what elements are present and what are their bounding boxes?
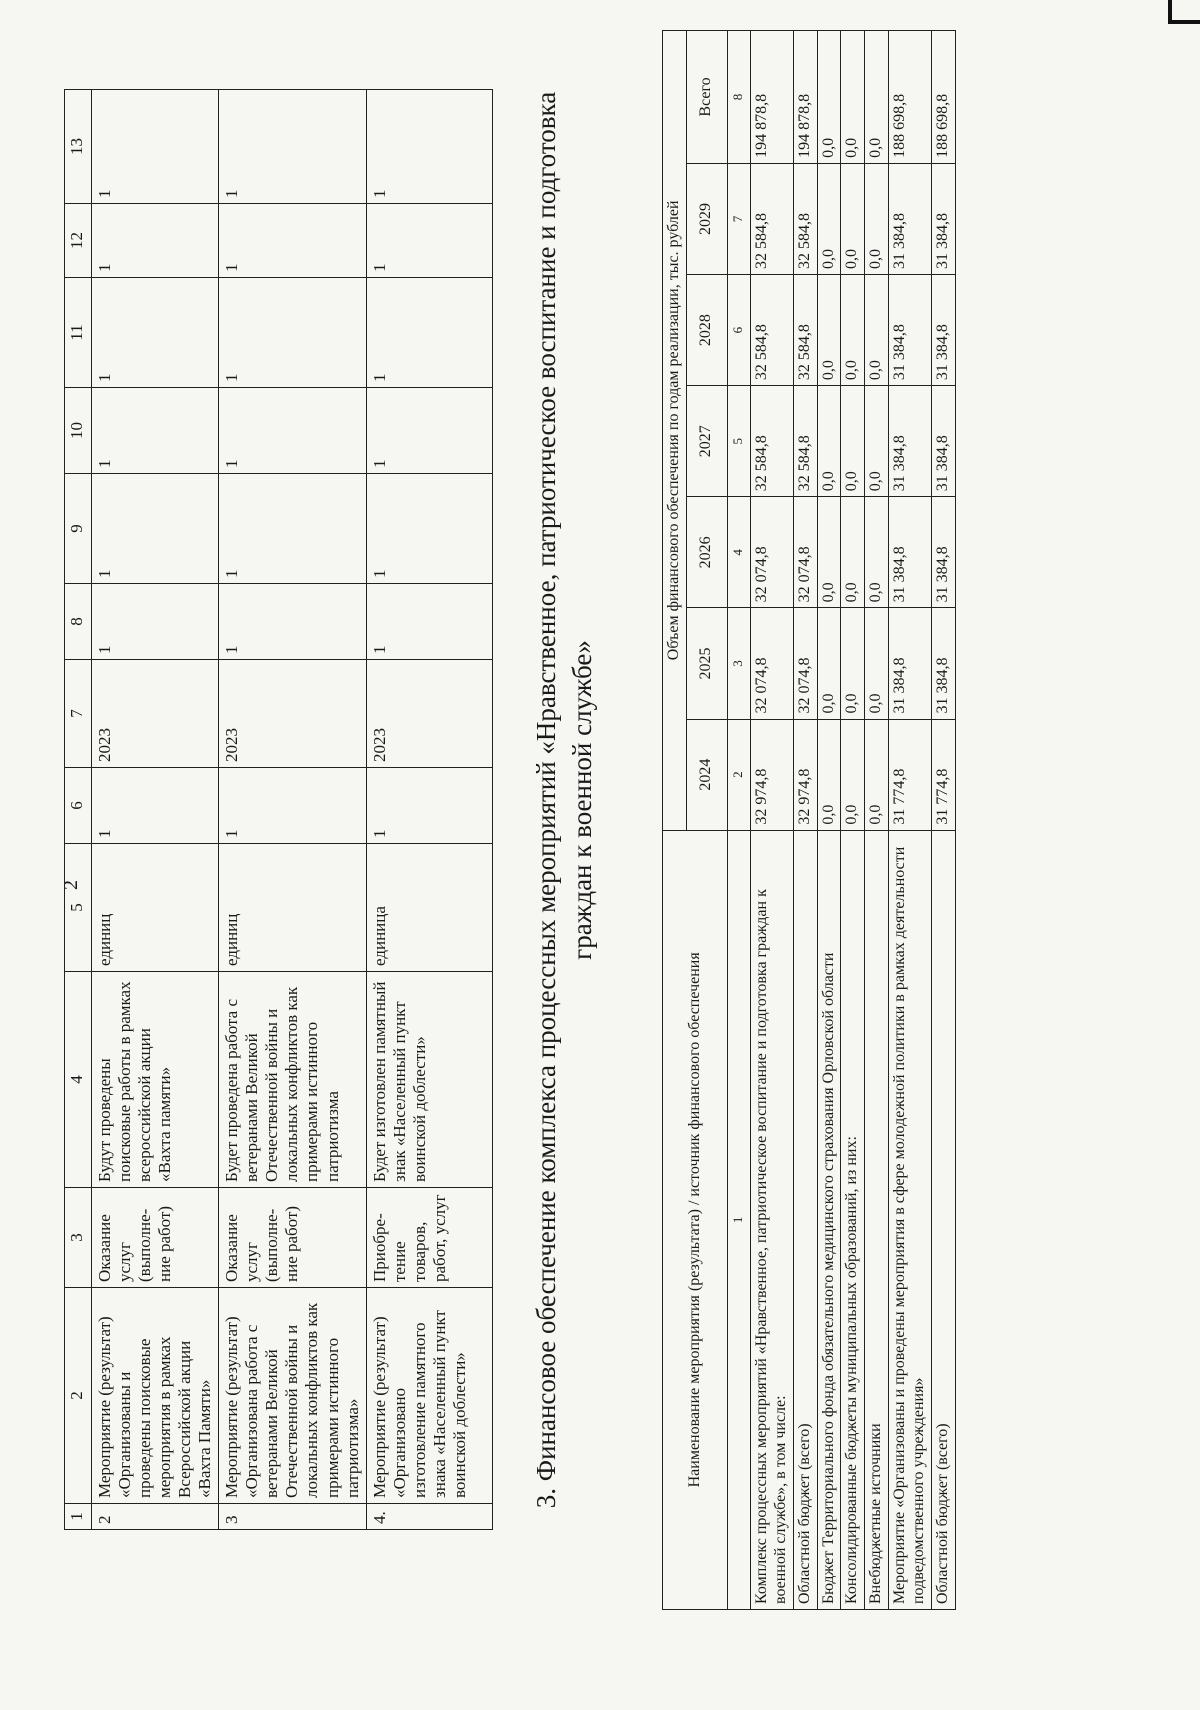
row-name: Областной бюджет (всего) [931,830,955,1609]
column-index: 6 [727,275,750,386]
table-row [366,90,492,1530]
column-index: 3 [727,608,750,719]
value-cell: 32 584,8 [793,163,817,274]
table-row [92,90,219,1530]
table-cell: Оказание услуг (выполне-ние работ) [92,1188,219,1288]
value-cell: 31 384,8 [931,163,955,274]
table-row [841,31,865,1610]
value-cell: 0,0 [841,608,865,719]
column-number: 13 [65,90,92,204]
column-number: 8 [65,584,92,660]
table-cell: 2 [92,1504,219,1530]
column-number: 12 [65,204,92,278]
column-number: 5 [65,844,92,972]
column-number: 1 [65,1504,92,1530]
table-cell: Приобре-тение товаров, работ, услуг [366,1188,492,1288]
value-cell: 0,0 [841,386,865,497]
row-name: Бюджет Территориального фонда обязательного медицинского страхования Орловской области [817,830,841,1609]
table-cell: 1 [219,388,366,474]
column-index: 8 [727,31,750,164]
table-cell: 1 [366,388,492,474]
table-cell: Мероприятие (результат) «Организовано изготовление памятного знака «Населенный пункт воинской доблести» [366,1288,492,1504]
year-header: 2028 [686,275,727,386]
column-index: 1 [727,830,750,1609]
table-cell: 1 [219,278,366,388]
column-index: 4 [727,497,750,608]
table-row [793,31,817,1610]
table-row [931,31,955,1610]
table-row [817,31,841,1610]
column-number: 6 [65,768,92,844]
value-cell: 194 878,8 [793,31,817,164]
value-cell: 32 074,8 [793,608,817,719]
value-cell: 31 774,8 [931,719,955,830]
column-number: 2 [65,1288,92,1504]
value-cell: 194 878,8 [750,31,793,164]
year-header: 2024 [686,719,727,830]
column-index: 2 [727,719,750,830]
table-cell: 1 [92,278,219,388]
value-cell: 31 384,8 [931,608,955,719]
column-number: 9 [65,474,92,584]
table-cell: 1 [219,584,366,660]
table-cell: 1 [219,204,366,278]
table-cell: 1 [92,204,219,278]
table-cell: 1 [366,474,492,584]
section-3-title: 3. Финансовое обеспечение комплекса процессных мероприятий «Нравственное, патриотическое воспитание и подготовка граждан к военной службе» [531,91,598,1509]
value-cell: 0,0 [865,719,889,830]
value-cell: 32 584,8 [750,386,793,497]
table-cell: 2023 [219,660,366,768]
page-number: 2 [60,880,82,890]
table-cell: 1 [92,768,219,844]
column-number: 4 [65,972,92,1188]
row-name: Комплекс процессных мероприятий «Нравственное, патриотическое воспитание и подготовка граждан к военной службе», в том числе: [750,830,793,1609]
row-name: Консолидированные бюджеты муниципальных образований, из них: [841,830,865,1609]
value-cell: 0,0 [865,275,889,386]
table-cell: Мероприятие (результат) «Организованы и проведены поисковые мероприятия в рамках Всероссийской акции «Вахта Памяти» [92,1288,219,1504]
value-cell: 0,0 [841,275,865,386]
value-cell: 0,0 [817,31,841,164]
table-cell: 1 [366,584,492,660]
table-cell: 1 [92,474,219,584]
table-cell: единиц [219,844,366,972]
value-cell: 0,0 [865,31,889,164]
year-header: 2027 [686,386,727,497]
rotated-page-content [0,30,1200,1710]
value-cell: 31 384,8 [889,275,932,386]
table-cell: 1 [219,474,366,584]
table-cell: 1 [92,90,219,204]
value-cell: 0,0 [841,719,865,830]
table-cell: Будет проведена работа с ветеранами Великой Отечественной войны и локальных конфликтов как примерами истинного патриотизма [219,972,366,1188]
volume-column-header: Объем финансового обеспечения по годам реализации, тыс. рублей [663,31,687,831]
table-cell: 2023 [366,660,492,768]
column-number: 7 [65,660,92,768]
table-cell: Будут проведены поисковые работы в рамках всероссийской акции «Вахта памяти» [92,972,219,1188]
value-cell: 32 584,8 [750,275,793,386]
value-cell: 188 698,8 [889,31,932,164]
value-cell: 32 584,8 [750,163,793,274]
value-cell: 31 774,8 [889,719,932,830]
row-name: Областной бюджет (всего) [793,830,817,1609]
table-cell: 1 [366,204,492,278]
value-cell: 31 384,8 [889,386,932,497]
results-table [64,89,493,1530]
table-cell: 2023 [92,660,219,768]
column-number: 10 [65,388,92,474]
column-number: 11 [65,278,92,388]
year-header: Всего [686,31,727,164]
value-cell: 31 384,8 [889,497,932,608]
year-header: 2026 [686,497,727,608]
value-cell: 0,0 [865,608,889,719]
table-cell: Мероприятие (результат) «Организована работа с ветеранами Великой Отечественной войны и локальных конфликтов как примерами истинного патриотизма» [219,1288,366,1504]
row-name: Внебюджетные источники [865,830,889,1609]
table-row [219,90,366,1530]
value-cell: 32 584,8 [793,386,817,497]
column-index: 7 [727,163,750,274]
table-cell: 1 [92,388,219,474]
value-cell: 31 384,8 [931,275,955,386]
table-cell: Оказание услуг (выполне-ние работ) [219,1188,366,1288]
value-cell: 32 584,8 [793,275,817,386]
financing-table [662,30,956,1610]
table-cell: 1 [92,584,219,660]
table-cell: 1 [366,768,492,844]
value-cell: 0,0 [865,386,889,497]
year-header: 2029 [686,163,727,274]
corner-mark [1168,0,1200,24]
table-row [750,31,793,1610]
value-cell: 32 074,8 [750,608,793,719]
value-cell: 0,0 [817,275,841,386]
value-cell: 0,0 [841,497,865,608]
value-cell: 0,0 [817,497,841,608]
value-cell: 0,0 [865,163,889,274]
value-cell: 31 384,8 [931,386,955,497]
value-cell: 31 384,8 [889,163,932,274]
value-cell: 32 974,8 [793,719,817,830]
value-cell: 32 974,8 [750,719,793,830]
value-cell: 0,0 [817,719,841,830]
value-cell: 32 074,8 [750,497,793,608]
value-cell: 0,0 [841,163,865,274]
table-cell: 1 [219,768,366,844]
table-cell: 1 [366,278,492,388]
table-row [889,31,932,1610]
table-cell: 1 [366,90,492,204]
row-name: Мероприятие «Организованы и проведены мероприятия в сфере молодежной политики в рамках деятельности подведомственного учреждения» [889,830,932,1609]
name-column-header: Наименование мероприятия (результата) / источник финансового обеспечения [663,830,728,1609]
column-number: 3 [65,1188,92,1288]
value-cell: 0,0 [841,31,865,164]
value-cell: 0,0 [817,608,841,719]
year-header: 2025 [686,608,727,719]
table-cell: единиц [92,844,219,972]
table-cell: Будет изготовлен памятный знак «Населенный пункт воинской доблести» [366,972,492,1188]
table-row [865,31,889,1610]
value-cell: 32 074,8 [793,497,817,608]
table-cell: 1 [219,90,366,204]
column-index: 5 [727,386,750,497]
value-cell: 31 384,8 [931,497,955,608]
table-cell: 3 [219,1504,366,1530]
value-cell: 0,0 [817,163,841,274]
table-header-row [65,90,92,1530]
value-cell: 0,0 [817,386,841,497]
table-cell: единица [366,844,492,972]
value-cell: 0,0 [865,497,889,608]
table-cell: 4. [366,1504,492,1530]
value-cell: 31 384,8 [889,608,932,719]
value-cell: 188 698,8 [931,31,955,164]
